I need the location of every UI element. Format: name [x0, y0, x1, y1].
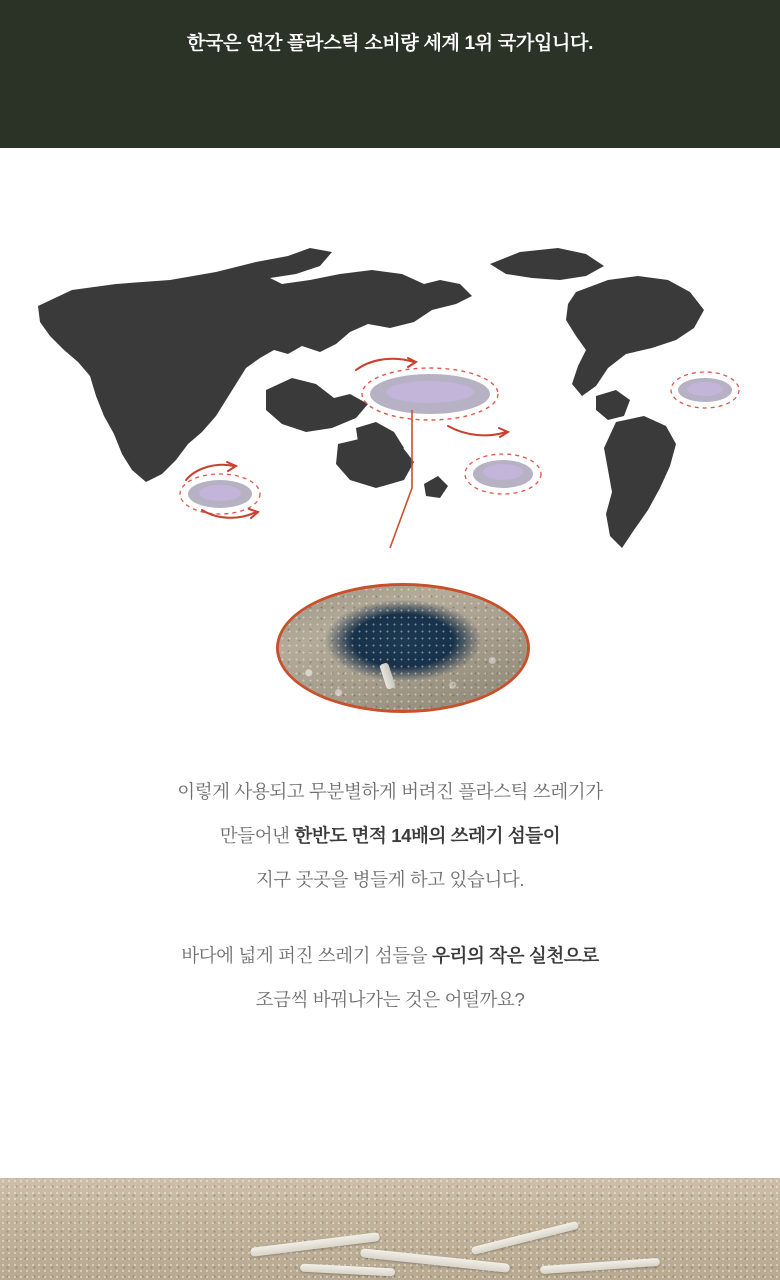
- page-title: 한국은 연간 플라스틱 소비량 세계 1위 국가입니다.: [186, 33, 594, 54]
- landmass-oceania: [336, 436, 448, 498]
- callout-photo: [276, 583, 530, 713]
- landmass-south-america: [604, 416, 676, 548]
- garbage-patch-north-atlantic: [671, 372, 739, 408]
- garbage-patch-north-pacific: [362, 368, 498, 420]
- callout-photo-texture: [279, 586, 527, 710]
- landmass-north-america: [490, 248, 704, 420]
- garbage-patch-south-pacific: [465, 454, 541, 494]
- header-banner: [0, 0, 780, 148]
- paragraph1-line2: [0, 814, 780, 858]
- body-copy: [0, 770, 780, 1022]
- garbage-patch-indian-ocean: [180, 474, 260, 514]
- paragraph1-line3: 지구 곳곳을 병들게 하고 있습니다.: [255, 869, 525, 890]
- paragraph1-line2-pre: 만들어낸: [219, 825, 295, 846]
- paragraph1-line1: 이렇게 사용되고 무분별하게 버려진 플라스틱 쓰레기가: [177, 781, 603, 802]
- paragraph2-line2: 조금씩 바꿔나가는 것은 어떨까요?: [255, 989, 525, 1010]
- paragraph2-line1: [0, 934, 780, 978]
- paragraph2-line1-strong: 우리의 작은 실천으로: [432, 945, 599, 966]
- sand-texture: [0, 1178, 780, 1280]
- world-map-graphic: [20, 218, 760, 598]
- map-section: [0, 148, 780, 768]
- paragraph1-line2-strong: 한반도 면적 14배의 쓰레기 섬들이: [294, 825, 561, 846]
- footer-photo: [0, 1178, 780, 1280]
- paragraph2-line1-pre: 바다에 넓게 퍼진 쓰레기 섬들을: [181, 945, 433, 966]
- landmass-eastern-hemisphere: [38, 248, 472, 482]
